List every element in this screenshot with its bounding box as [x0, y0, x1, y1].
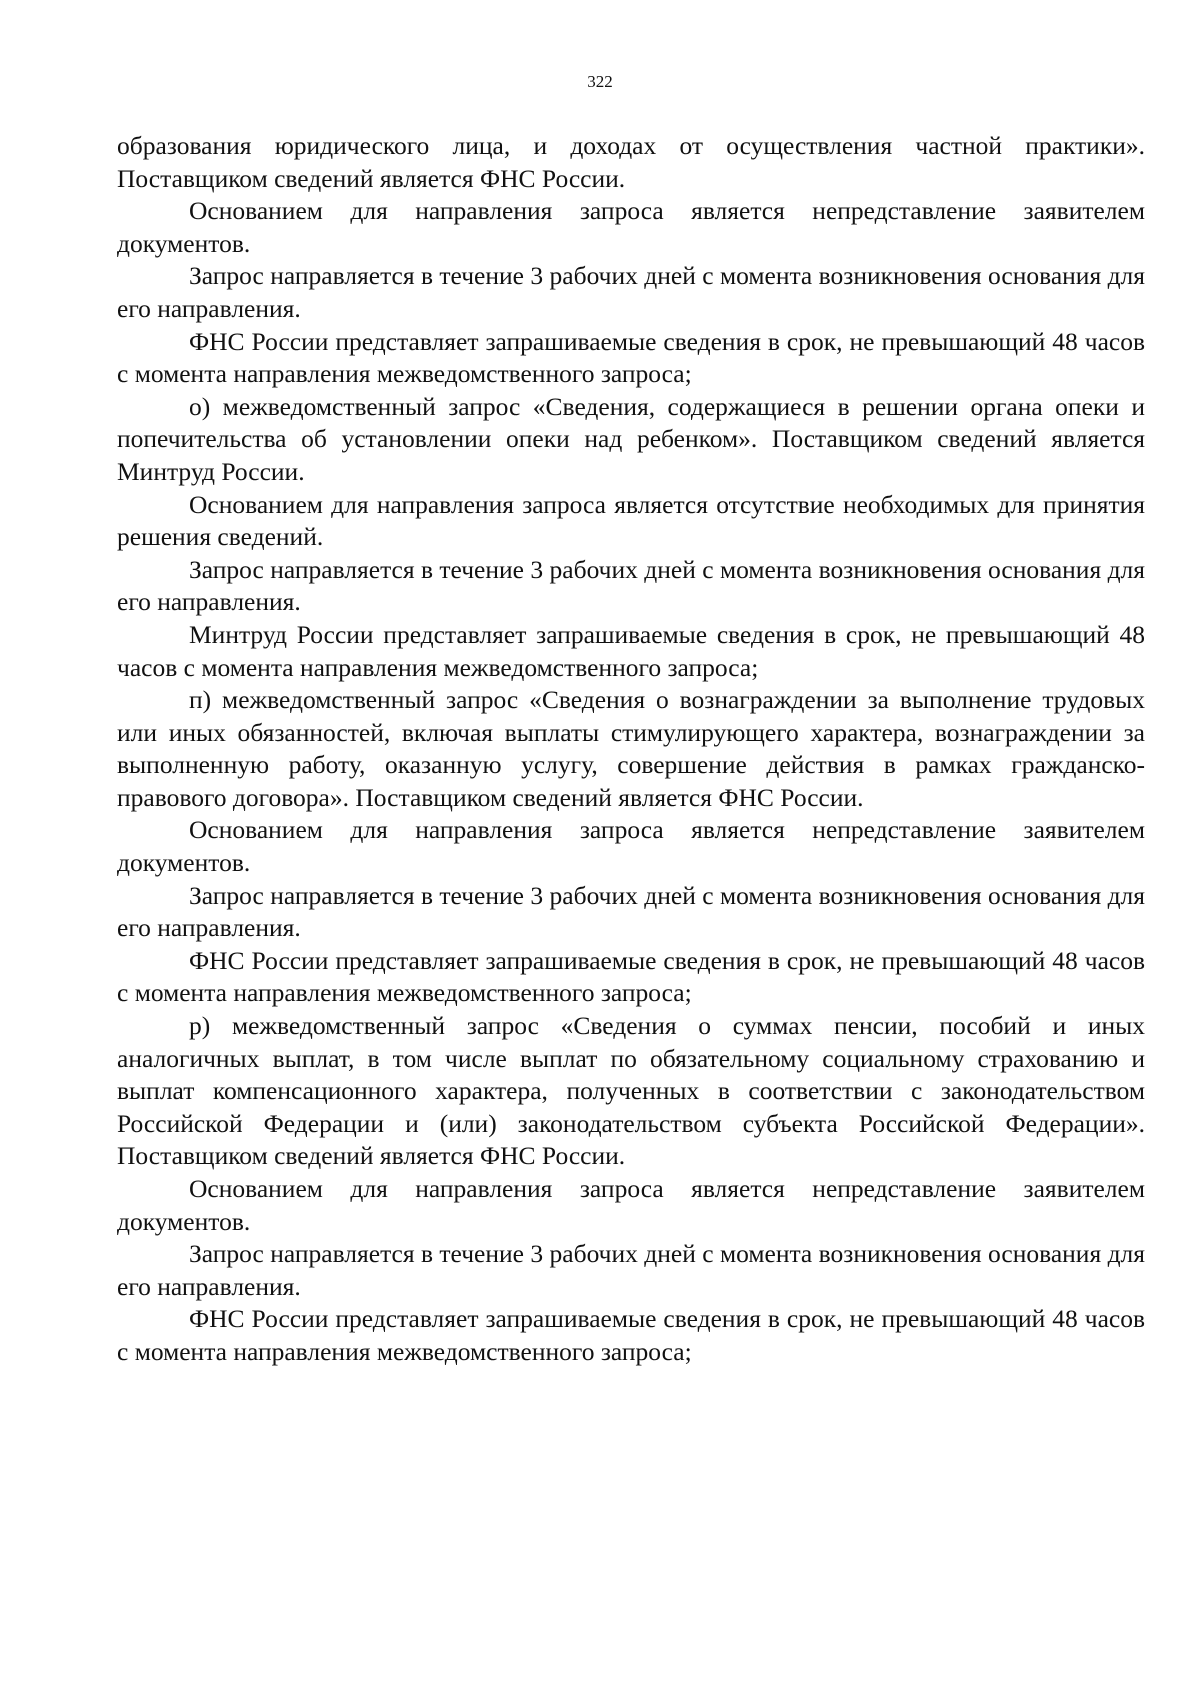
- paragraph-timing: Запрос направляется в течение 3 рабочих дней с момента возникновения основания для его направления.: [117, 554, 1145, 617]
- paragraph-response-deadline: ФНС России представляет запрашиваемые сведения в срок, не превышающий 48 часов с момента направления межведомственного запроса;: [117, 326, 1145, 389]
- paragraph-basis: Основанием для направления запроса является непредставление заявителем документов.: [117, 196, 1145, 258]
- paragraph-timing: Запрос направляется в течение 3 рабочих дней с момента возникновения основания для его направления.: [117, 261, 1145, 323]
- paragraph-basis: Основанием для направления запроса является непредставление заявителем документов.: [117, 1174, 1145, 1236]
- paragraph-response-deadline: ФНС России представляет запрашиваемые сведения в срок, не превышающий 48 часов с момента направления межведомственного запроса;: [117, 945, 1145, 1008]
- paragraph-response-deadline: ФНС России представляет запрашиваемые сведения в срок, не превышающий 48 часов с момента направления межведомственного запроса;: [117, 1304, 1145, 1366]
- document-body: [117, 130, 1145, 1369]
- paragraph-request-o: о) межведомственный запрос «Сведения, содержащиеся в решении органа опеки и попечительства об установлении опеки над ребенком». Поставщиком сведений является Минтруд России.: [117, 391, 1145, 486]
- paragraph-request-r: р) межведомственный запрос «Сведения о суммах пенсии, пособий и иных аналогичных выплат, в том числе выплат по обязательному социальному страхованию и выплат компенсационного характера, полученных в соответствии с законодательством Российской Федерации и (или) законодательством субъекта Российской Федерации». Поставщиком сведений является ФНС России.: [117, 1011, 1145, 1171]
- paragraph-response-deadline: Минтруд России представляет запрашиваемые сведения в срок, не превышающий 48 часов с момента направления межведомственного запроса;: [117, 619, 1145, 682]
- paragraph-basis: Основанием для направления запроса является отсутствие необходимых для принятия решения сведений.: [117, 489, 1145, 552]
- paragraph-basis: Основанием для направления запроса является непредставление заявителем документов.: [117, 815, 1145, 878]
- paragraph-continuation: образования юридического лица, и доходах от осуществления частной практики». Поставщиком сведений является ФНС России.: [117, 131, 1145, 193]
- paragraph-timing: Запрос направляется в течение 3 рабочих дней с момента возникновения основания для его направления.: [117, 880, 1145, 943]
- page-number: 322: [587, 72, 613, 91]
- paragraph-timing: Запрос направляется в течение 3 рабочих дней с момента возникновения основания для его направления.: [117, 1239, 1145, 1301]
- paragraph-request-p: п) межведомственный запрос «Сведения о вознаграждении за выполнение трудовых или иных обязанностей, включая выплаты стимулирующего характера, вознаграждении за выполненную работу, оказанную услугу, совершение действия в рамках гражданско-правового договора». Поставщиком сведений является ФНС России.: [117, 685, 1145, 812]
